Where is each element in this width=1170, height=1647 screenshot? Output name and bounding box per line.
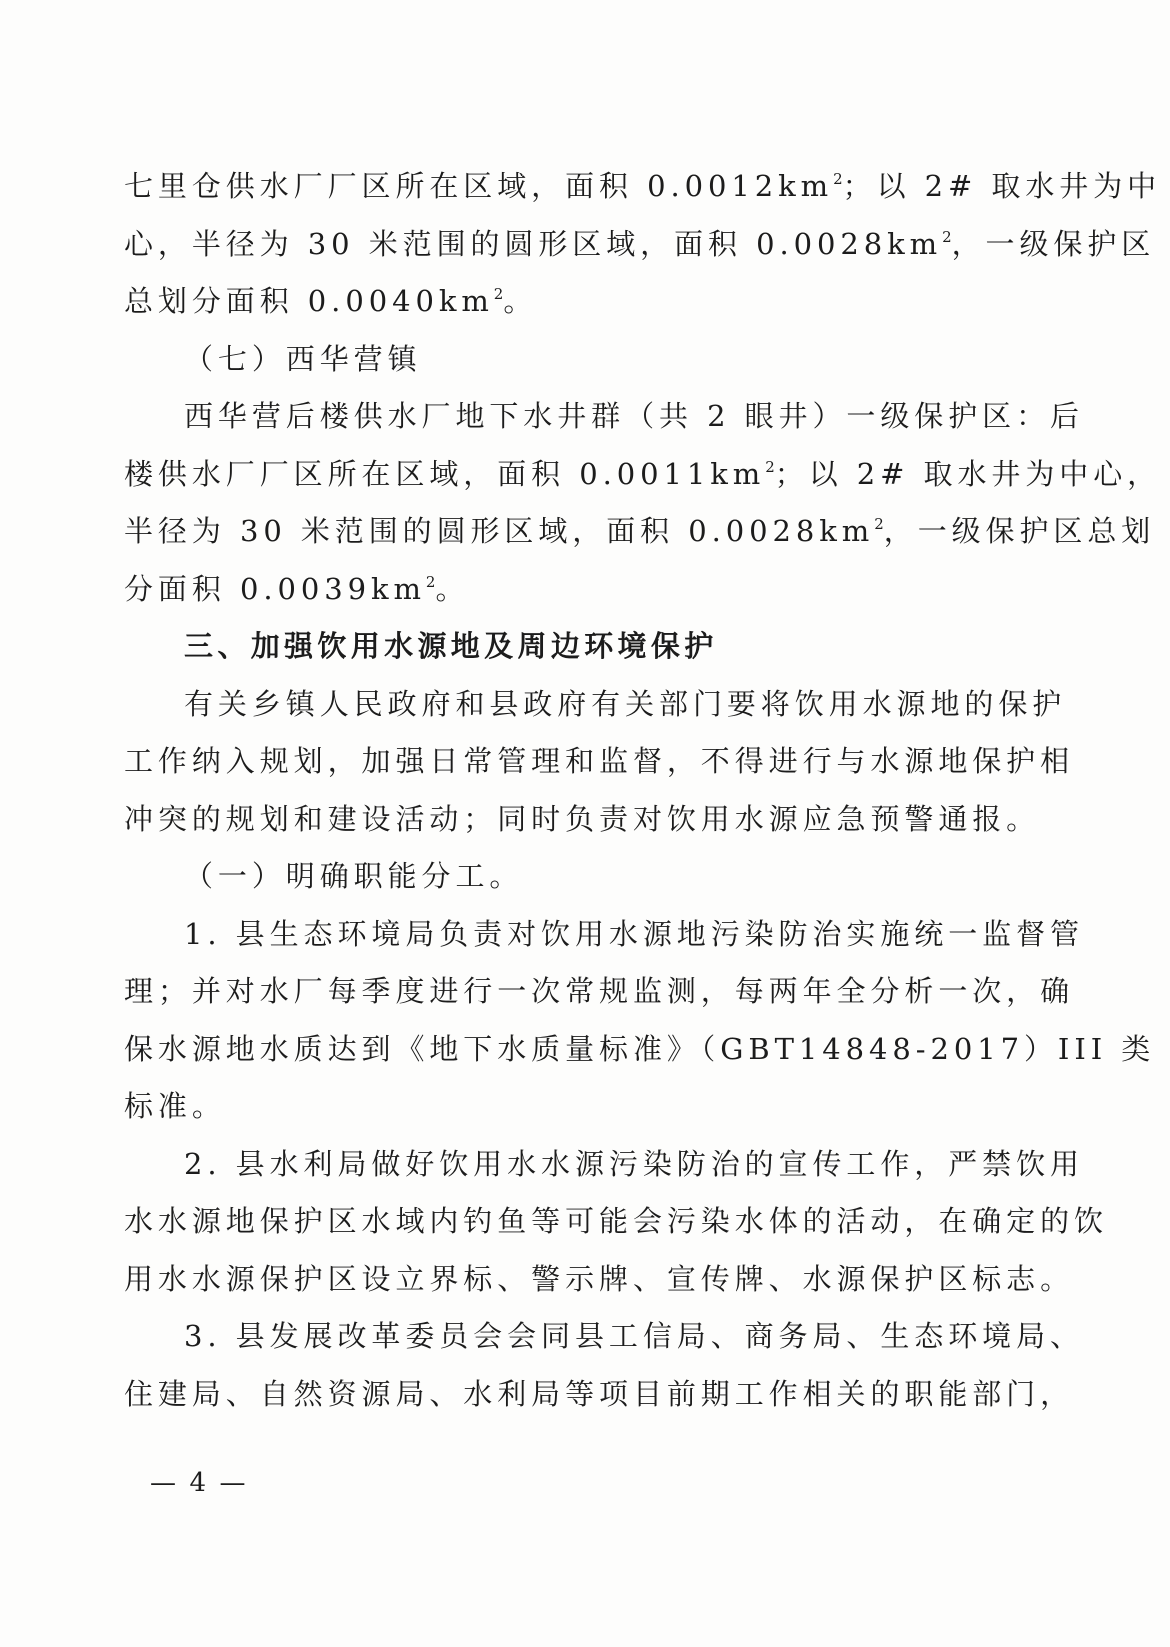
text-line: 七里仓供水厂厂区所在区域，面积 $0.0012km^2$；以 2# 取水井为中 — [124, 169, 1162, 203]
page-number: — 4 — — [150, 1468, 249, 1498]
text-line: 总划分面积 $0.0040km^2$。 — [124, 284, 538, 318]
subsection-heading: （一）明确职能分工。 — [184, 859, 524, 893]
text-line: 楼供水厂厂区所在区域，面积 $0.0011km^2$；以 2# 取水井为中心， — [124, 456, 1162, 491]
text-line: 理；并对水厂每季度进行一次常规监测，每两年全分析一次，确 — [124, 974, 1075, 1008]
text-line: 水水源地保护区水域内钓鱼等可能会污染水体的活动，在确定的饮 — [124, 1204, 1108, 1238]
section-heading: 三、加强饮用水源地及周边环境保护 — [184, 629, 718, 663]
list-item-3: 3. 县发展改革委员会会同县工信局、商务局、生态环境局、 — [184, 1319, 1084, 1353]
text-line: 标准。 — [124, 1089, 226, 1123]
text-line: 住建局、自然资源局、水利局等项目前期工作相关的职能部门， — [124, 1376, 1075, 1411]
text-line: 用水水源保护区设立界标、警示牌、宣传牌、水源保护区标志。 — [124, 1261, 1075, 1296]
text-line: 分面积 $0.0039km^2$。 — [124, 571, 470, 606]
paragraph-start: 西华营后楼供水厂地下水井群（共 2 眼井）一级保护区：后 — [184, 399, 1084, 433]
subsection-heading: （七）西华营镇 — [184, 341, 422, 376]
list-item-1: 1. 县生态环境局负责对饮用水源地污染防治实施统一监督管 — [184, 916, 1084, 951]
text-line: 工作纳入规划，加强日常管理和监督，不得进行与水源地保护相 — [124, 744, 1075, 778]
text-line: 冲突的规划和建设活动；同时负责对饮用水源应急预警通报。 — [124, 801, 1041, 836]
list-item-2: 2. 县水利局做好饮用水水源污染防治的宣传工作，严禁饮用 — [184, 1146, 1084, 1181]
text-line: 心，半径为 30 米范围的圆形区域，面积 $0.0028km^2$，一级保护区 — [124, 226, 1156, 261]
paragraph-start: 有关乡镇人民政府和县政府有关部门要将饮用水源地的保护 — [184, 686, 1067, 721]
text-line: 保水源地水质达到《地下水质量标准》（GBT14848-2017）III 类 — [124, 1031, 1156, 1066]
text-line: 半径为 30 米范围的圆形区域，面积 $0.0028km^2$，一级保护区总划 — [124, 514, 1156, 548]
document-body — [124, 158, 1162, 1423]
